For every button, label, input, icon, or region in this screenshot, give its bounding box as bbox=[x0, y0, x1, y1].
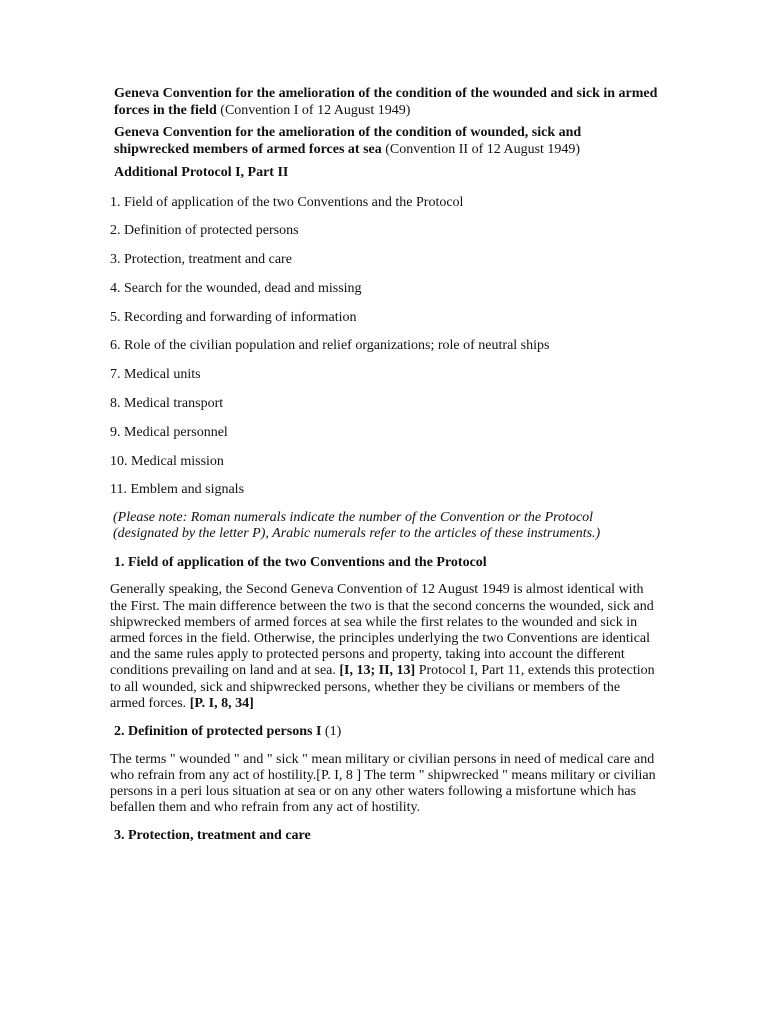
toc-item: 9. Medical personnel bbox=[110, 424, 228, 440]
section-1-ref-a: [I, 13; II, 13] bbox=[339, 663, 416, 679]
heading-convention-2-bold: Geneva Convention for the amelioration of the condition of wounded, sick and shipwrecked members of armed forces at sea bbox=[114, 125, 582, 157]
toc-item: 10. Medical mission bbox=[110, 453, 224, 469]
heading-convention-1 bbox=[110, 86, 658, 119]
toc-item: 8. Medical transport bbox=[110, 396, 224, 412]
toc-item: 3. Protection, treatment and care bbox=[110, 252, 292, 268]
section-1-title: 1. Field of application of the two Conventions and the Protocol bbox=[114, 554, 487, 570]
toc-item: 7. Medical units bbox=[110, 367, 201, 383]
section-3-title: 3. Protection, treatment and care bbox=[114, 828, 311, 844]
section-1-body bbox=[110, 582, 658, 712]
heading-protocol: Additional Protocol I, Part II bbox=[114, 165, 289, 180]
section-2-title-ref: (1) bbox=[321, 724, 342, 740]
section-1-text-b: Protocol I, Part 11, extends this protection to all wounded, sick and shipwrecked persons, whether they be civilians or members of the armed forces. bbox=[110, 663, 655, 711]
heading-convention-1-date: (Convention I of 12 August 1949) bbox=[216, 102, 411, 118]
section-1-text-a: Generally speaking, the Second Geneva Convention of 12 August 1949 is almost identical with the First. The main difference between the two is that the second concerns the wounded, sick and shipwrecked members of armed forces at sea while the first relates to the wounded and sick in armed forces in the field. Otherwise, the principles underlying the two Conventions are identical and the same rules apply to protected persons and property, taking into account the different conditions prevailing on land and at sea. bbox=[110, 582, 654, 679]
toc-item: 11. Emblem and signals bbox=[110, 482, 245, 498]
heading-convention-2-date: (Convention II of 12 August 1949) bbox=[381, 141, 581, 157]
heading-convention-1-bold: Geneva Convention for the amelioration of the condition of the wounded and sick in armed forces in the field bbox=[114, 86, 658, 118]
section-1-ref-b: [P. I, 8, 34] bbox=[189, 695, 254, 711]
toc-item: 5. Recording and forwarding of information bbox=[110, 309, 357, 325]
section-2-body: The terms " wounded " and " sick " mean military or civilian persons in need of medical care and who refrain from any act of hostility.[P. I, 8 ] The term " shipwrecked " means military or civilian persons in a peri lous situation at sea or on any other waters following a misfortune which has befallen them and who refrain from any act of hostility. bbox=[110, 751, 656, 816]
heading-convention-2 bbox=[110, 125, 658, 158]
toc-item: 2. Definition of protected persons bbox=[110, 223, 299, 239]
note: (Please note: Roman numerals indicate the number of the Convention or the Protocol (designated by the letter P), Arabic numerals refer to the articles of these instruments.) bbox=[113, 509, 601, 542]
toc-item: 4. Search for the wounded, dead and missing bbox=[110, 280, 362, 296]
table-of-contents bbox=[110, 195, 658, 499]
section-2-title-bold: 2. Definition of protected persons I bbox=[114, 724, 322, 740]
toc-item: 6. Role of the civilian population and relief organizations; role of neutral ships bbox=[110, 338, 550, 354]
section-2-title bbox=[110, 724, 658, 741]
toc-item: 1. Field of application of the two Conventions and the Protocol bbox=[110, 194, 464, 210]
document-page bbox=[110, 86, 658, 845]
